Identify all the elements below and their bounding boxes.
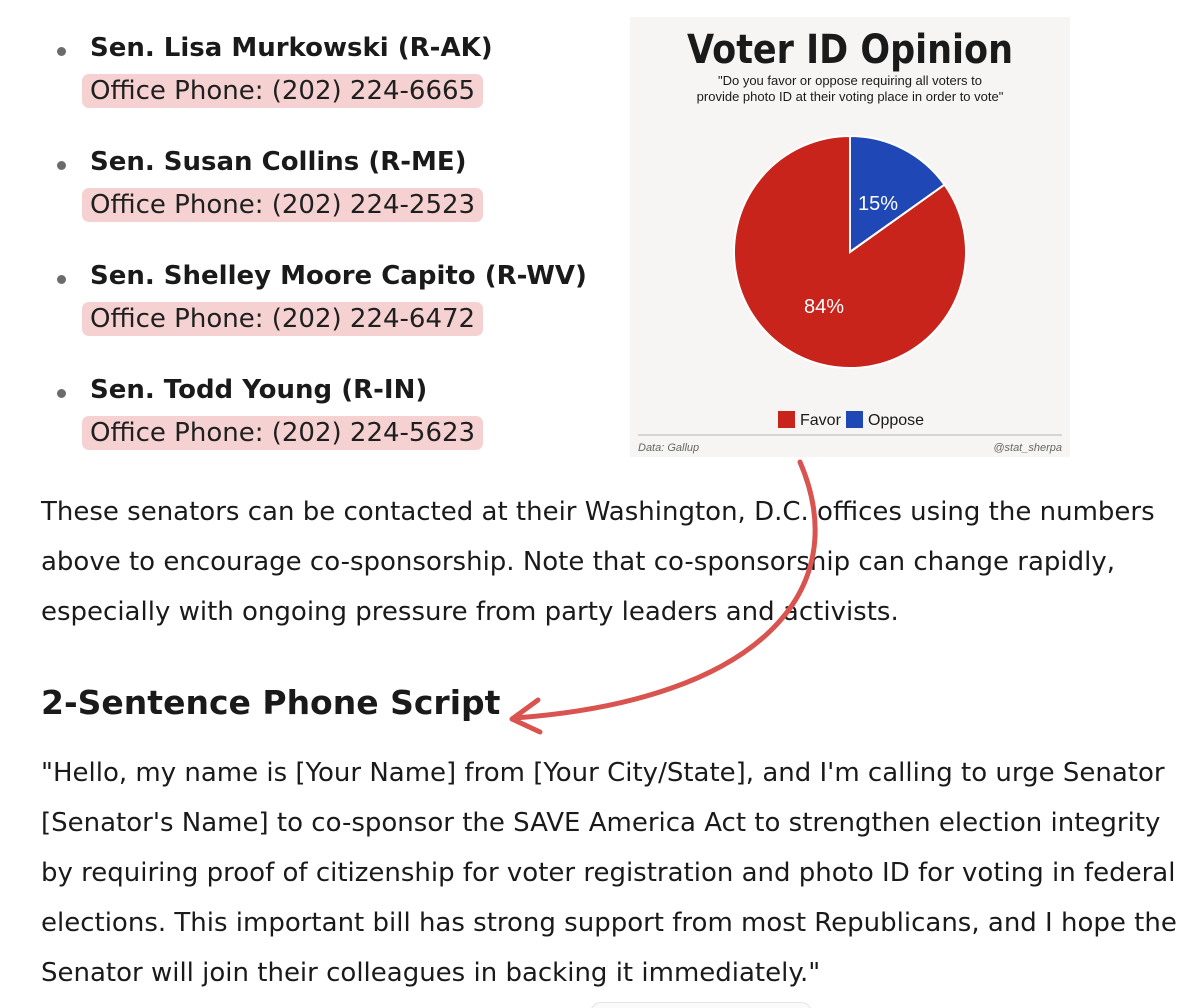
chart-legend bbox=[778, 411, 924, 429]
legend-label-oppose: Oppose bbox=[868, 412, 925, 429]
bullet-icon bbox=[57, 389, 66, 398]
paragraph-line: by requiring proof of citizenship for voter registration and photo ID for voting in federal bbox=[41, 858, 1176, 888]
voter-id-chart-image[interactable] bbox=[630, 17, 1070, 457]
paragraph-line: [Senator's Name] to co-sponsor the SAVE America Act to strengthen election integrity bbox=[41, 808, 1161, 838]
paragraph-line: Senator will join their colleagues in backing it immediately." bbox=[41, 958, 821, 988]
chart-title: Voter ID Opinion bbox=[687, 27, 1013, 73]
senator-name: Sen. Lisa Murkowski (R-AK) bbox=[90, 33, 493, 63]
pie-chart-svg bbox=[630, 17, 1070, 457]
phone-script-heading: 2-Sentence Phone Script bbox=[41, 683, 501, 722]
phone-script-paragraph bbox=[41, 748, 1181, 998]
senator-name: Sen. Shelley Moore Capito (R-WV) bbox=[90, 261, 587, 291]
senator-name: Sen. Todd Young (R-IN) bbox=[90, 375, 428, 405]
bottom-toolbar-pill[interactable] bbox=[590, 1002, 812, 1008]
paragraph-line: "Hello, my name is [Your Name] from [Your City/State], and I'm calling to urge Senator bbox=[41, 758, 1165, 788]
chart-credit: @stat_sherpa bbox=[993, 442, 1062, 454]
office-phone-link[interactable]: Office Phone: (202) 224-5623 bbox=[82, 416, 483, 450]
bullet-icon bbox=[57, 275, 66, 284]
slice-label-oppose: 15% bbox=[857, 193, 899, 215]
bullet-icon bbox=[57, 161, 66, 170]
office-phone-link[interactable]: Office Phone: (202) 224-2523 bbox=[82, 188, 483, 222]
arrow-head-icon bbox=[512, 700, 540, 732]
pie-slices bbox=[734, 136, 966, 368]
legend-label-favor: Favor bbox=[800, 412, 841, 429]
legend-swatch-favor bbox=[778, 411, 795, 428]
slice-label-favor: 84% bbox=[803, 296, 845, 318]
senator-name: Sen. Susan Collins (R-ME) bbox=[90, 147, 467, 177]
chart-subtitle-line-2: provide photo ID at their voting place in order to vote" bbox=[696, 89, 1004, 104]
office-phone-link[interactable]: Office Phone: (202) 224-6472 bbox=[82, 302, 483, 336]
contact-paragraph bbox=[41, 487, 1181, 637]
chart-subtitle-line-1: "Do you favor or oppose requiring all voters to bbox=[717, 73, 983, 88]
paragraph-line: elections. This important bill has strong support from most Republicans, and I hope the bbox=[41, 908, 1177, 938]
office-phone-link[interactable]: Office Phone: (202) 224-6665 bbox=[82, 74, 483, 108]
paragraph-line: These senators can be contacted at their Washington, D.C. offices using the numbers bbox=[41, 497, 1155, 527]
legend-swatch-oppose bbox=[846, 411, 863, 428]
paragraph-line: above to encourage co-sponsorship. Note that co-sponsorship can change rapidly, bbox=[41, 547, 1116, 577]
bullet-icon bbox=[57, 47, 66, 56]
paragraph-line: especially with ongoing pressure from party leaders and activists. bbox=[41, 597, 899, 627]
chart-source: Data: Gallup bbox=[638, 442, 700, 454]
